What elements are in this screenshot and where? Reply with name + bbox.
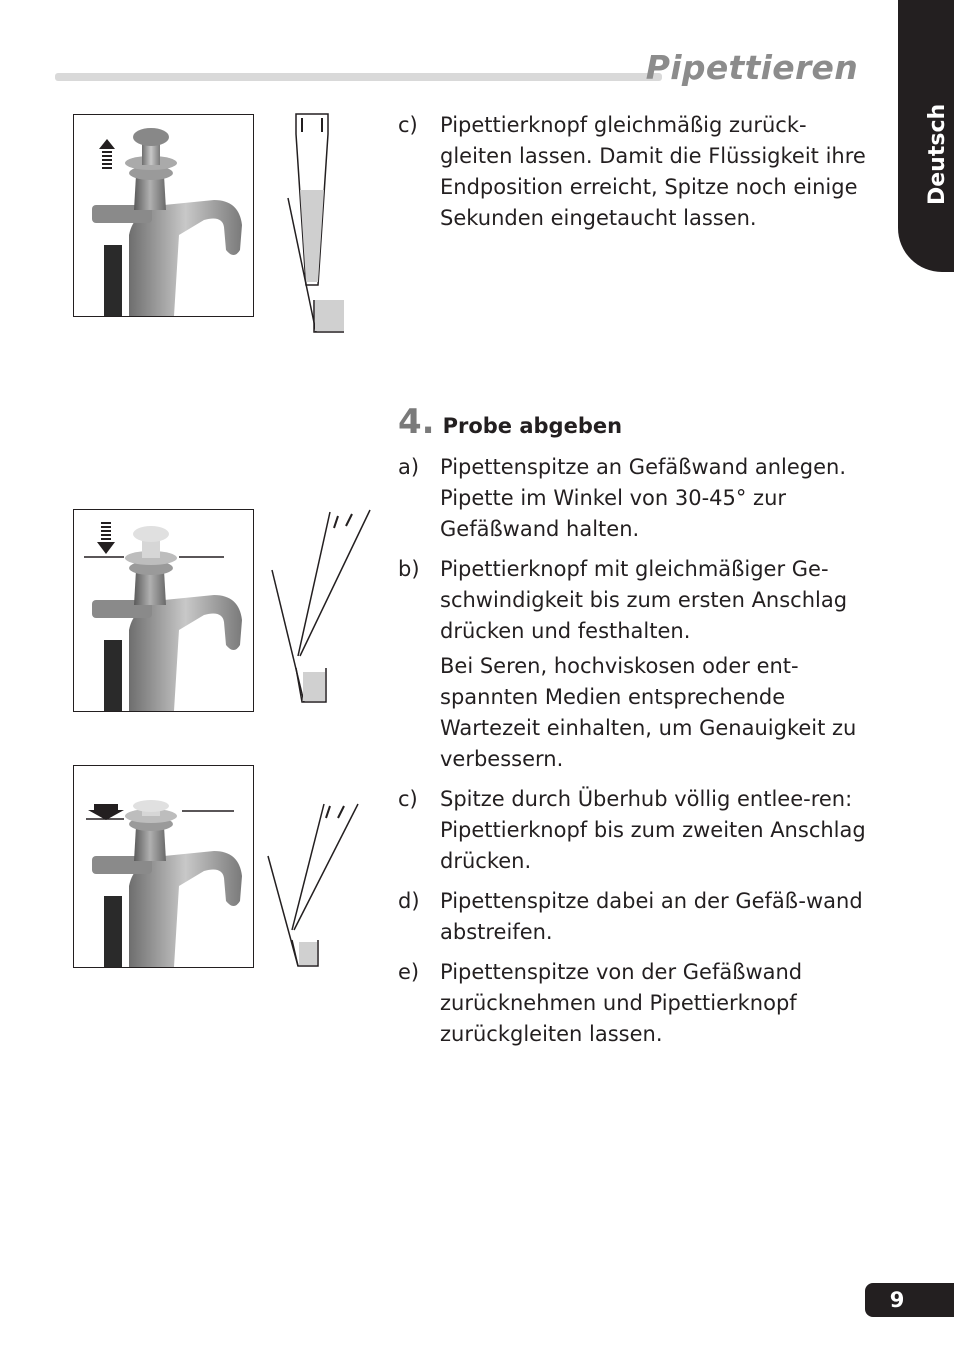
- pipette-illustration: [73, 765, 254, 968]
- step-label: a): [398, 455, 420, 479]
- section-number: 4.: [398, 402, 435, 442]
- pipette-tip-illustration: [264, 800, 364, 970]
- pipette-illustration: [73, 509, 254, 712]
- pipette-illustration: [73, 114, 254, 317]
- section-steps: [398, 452, 868, 1050]
- section-heading: [398, 402, 622, 442]
- list-item: [398, 554, 868, 647]
- pipette-tip-illustration: [284, 110, 348, 335]
- step-text: Pipettenspitze dabei an der Gefäß-wand abstreifen.: [440, 889, 863, 944]
- pipette-tip-illustration: [268, 506, 378, 708]
- step-c-release: [398, 110, 868, 234]
- page-number: 9: [889, 1288, 905, 1312]
- step-text: Pipettenspitze an Gefäßwand anlegen. Pipette im Winkel von 30-45° zur Gefäßwand halten.: [440, 455, 847, 541]
- step-note: Bei Seren, hochviskosen oder ent-spannten Medien entsprechende Wartezeit einhalten, um Genauigkeit zu verbessern.: [440, 654, 857, 771]
- step-text: Spitze durch Überhub völlig entlee-ren: Pipettierknopf bis zum zweiten Anschlag drücken.: [440, 787, 866, 873]
- language-tab-label: Deutsch: [925, 103, 950, 205]
- step-label: b): [398, 557, 420, 581]
- step-label: e): [398, 960, 420, 984]
- header-rule: [55, 73, 662, 81]
- list-item: [398, 886, 868, 948]
- step-label: c): [398, 113, 418, 137]
- arrow-up-icon: [98, 139, 116, 173]
- page-title: Pipettieren: [645, 48, 858, 87]
- list-item: [398, 452, 868, 545]
- arrow-down-icon: [96, 522, 116, 556]
- step-text: Pipettierknopf gleichmäßig zurück-gleiten lassen. Damit die Flüssigkeit ihre Endposition erreicht, Spitze noch einige Sekunden eingetaucht lassen.: [440, 113, 866, 230]
- list-item: [398, 957, 868, 1050]
- list-item: [398, 784, 868, 877]
- step-text: Pipettierknopf mit gleichmäßiger Ge-schwindigkeit bis zum ersten Anschlag drücken und festhalten.: [440, 557, 848, 643]
- arrow-down-bold-icon: [88, 804, 124, 822]
- step-label: c): [398, 787, 418, 811]
- section-title: Probe abgeben: [442, 414, 623, 438]
- step-label: d): [398, 889, 420, 913]
- step-text: Pipettenspitze von der Gefäßwand zurücknehmen und Pipettierknopf zurückgleiten lassen.: [440, 960, 803, 1046]
